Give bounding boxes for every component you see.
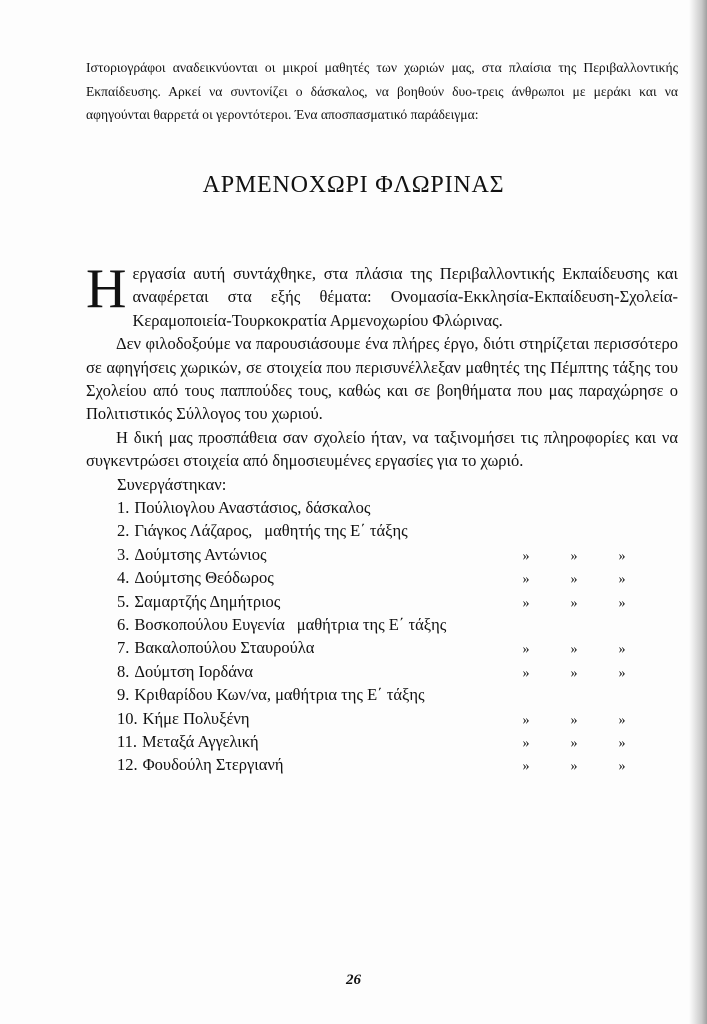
list-item bbox=[117, 753, 678, 776]
contributor-name: Σαμαρτζής Δημήτριος bbox=[134, 591, 281, 611]
paragraph-2: Δεν φιλοδοξούμε να παρουσιάσουμε ένα πλήρες έργο, διότι στηρίζεται περισσότερο σε αφηγήσεις χωρικών, σε στοιχεία που περισυνέλλεξαν μαθητές της Πέμπτης τάξης του Σχολείου από τους παππούδες τους, καθώς και σε βοηθήματα που μας παραχώρησε ο Πολιτιστικός Σύλλογος του χωριού. bbox=[86, 334, 678, 424]
ditto-mark: » bbox=[570, 735, 578, 751]
ditto-mark: » bbox=[618, 642, 626, 658]
ditto-mark: » bbox=[570, 595, 578, 611]
ditto-marks bbox=[502, 545, 678, 568]
list-item-number: 4. bbox=[117, 568, 130, 588]
list-item bbox=[117, 707, 678, 730]
contributor-name: Κριθαρίδου Κων/να, μαθήτρια της Ε΄ τάξης bbox=[134, 685, 425, 705]
ditto-mark: » bbox=[618, 595, 626, 611]
paragraph-1-text: εργασία αυτή συντάχθηκε, στα πλάσια της Περιβαλλοντικής Εκπαίδευσης και αναφέρεται στα εξής θέματα: Ονομασία-Εκκλησία-Εκπαίδευση-Σχολεία-Κεραμοποιεία-Τουρκοκρατία Αρμενοχωρίου Φλώρινας. bbox=[132, 264, 678, 330]
ditto-mark: » bbox=[570, 572, 578, 588]
ditto-marks bbox=[502, 709, 678, 732]
ditto-mark: » bbox=[618, 712, 626, 728]
ditto-marks bbox=[502, 638, 678, 661]
list-item bbox=[117, 730, 678, 753]
list-item bbox=[117, 566, 678, 589]
ditto-mark: » bbox=[522, 759, 530, 775]
list-item bbox=[117, 660, 678, 683]
ditto-mark: » bbox=[522, 665, 530, 681]
article-body bbox=[86, 258, 678, 777]
contributor-name: Δούμτση Ιορδάνα bbox=[134, 661, 254, 681]
contributor-name: Κήμε Πολυξένη bbox=[142, 708, 250, 728]
list-item-number: 1. bbox=[117, 498, 130, 518]
list-item-number: 2. bbox=[117, 521, 130, 541]
list-item-number: 12. bbox=[117, 755, 138, 775]
ditto-mark: » bbox=[570, 642, 578, 658]
ditto-marks bbox=[502, 568, 678, 591]
ditto-mark: » bbox=[618, 665, 626, 681]
ditto-mark: » bbox=[522, 572, 530, 588]
ditto-mark: » bbox=[570, 665, 578, 681]
contributor-name: Γιάγκος Λάζαρος, bbox=[134, 521, 253, 541]
ditto-marks bbox=[502, 662, 678, 685]
paragraph-1 bbox=[86, 258, 678, 332]
page-edge-shadow bbox=[689, 0, 707, 1024]
list-item-number: 7. bbox=[117, 638, 130, 658]
list-item-number: 6. bbox=[117, 615, 130, 635]
list-item-number: 5. bbox=[117, 591, 130, 611]
contributors-label: Συνεργάστηκαν: bbox=[117, 474, 227, 494]
list-item-number: 10. bbox=[117, 708, 138, 728]
intro-paragraph bbox=[86, 56, 678, 127]
ditto-mark: » bbox=[618, 759, 626, 775]
ditto-mark: » bbox=[522, 642, 530, 658]
ditto-mark: » bbox=[618, 735, 626, 751]
contributor-name: Δούμτσης Αντώνιος bbox=[134, 544, 267, 564]
paragraph-3: Η δική μας προσπάθεια σαν σχολείο ήταν, να ταξινομήσει τις πληροφορίες και να συγκεντρώσει στοιχεία από δημοσιευμένες εργασίες για το χωριό. bbox=[86, 427, 678, 471]
contributor-role: μαθήτρια της Ε΄ τάξης bbox=[296, 615, 447, 635]
contributor-role: μαθητής της Ε΄ τάξης bbox=[264, 521, 408, 541]
ditto-mark: » bbox=[522, 548, 530, 564]
contributor-name: Δούμτσης Θεόδωρος bbox=[134, 568, 274, 588]
ditto-mark: » bbox=[522, 595, 530, 611]
ditto-mark: » bbox=[522, 712, 530, 728]
ditto-mark: » bbox=[618, 572, 626, 588]
list-item bbox=[117, 496, 678, 519]
ditto-mark: » bbox=[570, 548, 578, 564]
contributors-list bbox=[86, 496, 678, 777]
ditto-marks bbox=[502, 732, 678, 755]
ditto-mark: » bbox=[618, 548, 626, 564]
list-item bbox=[117, 683, 678, 706]
ditto-mark: » bbox=[522, 735, 530, 751]
drop-cap: Η bbox=[86, 258, 127, 320]
list-item-number: 3. bbox=[117, 544, 130, 564]
ditto-marks bbox=[502, 755, 678, 778]
list-item bbox=[117, 519, 678, 542]
list-item bbox=[117, 543, 678, 566]
list-item-number: 9. bbox=[117, 685, 130, 705]
list-item bbox=[117, 636, 678, 659]
contributor-name: Βοσκοπούλου Ευγενία bbox=[134, 615, 285, 635]
contributor-name: Μεταξά Αγγελική bbox=[142, 731, 259, 751]
contributor-name: Φουδούλη Στεργιανή bbox=[142, 755, 284, 775]
intro-text: Ιστοριογράφοι αναδεικνύονται οι μικροί μαθητές των χωριών μας, στα πλαίσια της Περιβαλλοντικής Εκπαίδευσης. Αρκεί να συντονίζει ο δάσκαλος, να βοηθούν δυο-τρεις άνθρωποι με μεράκι και να αφηγούνται θαρρετά οι γεροντότεροι. Ένα αποσπασματικό παράδειγμα: bbox=[86, 60, 678, 122]
page-number: 26 bbox=[346, 972, 361, 988]
ditto-marks bbox=[502, 592, 678, 615]
list-item bbox=[117, 613, 678, 636]
list-item-number: 11. bbox=[117, 731, 138, 751]
ditto-mark: » bbox=[570, 759, 578, 775]
contributor-name: Πούλιογλου Αναστάσιος, δάσκαλος bbox=[134, 498, 371, 518]
contributor-name: Βακαλοπούλου Σταυρούλα bbox=[134, 638, 315, 658]
list-item bbox=[117, 590, 678, 613]
section-title: ΑΡΜΕΝΟΧΩΡΙ ΦΛΩΡΙΝΑΣ bbox=[202, 172, 505, 198]
ditto-mark: » bbox=[570, 712, 578, 728]
list-item-number: 8. bbox=[117, 661, 130, 681]
